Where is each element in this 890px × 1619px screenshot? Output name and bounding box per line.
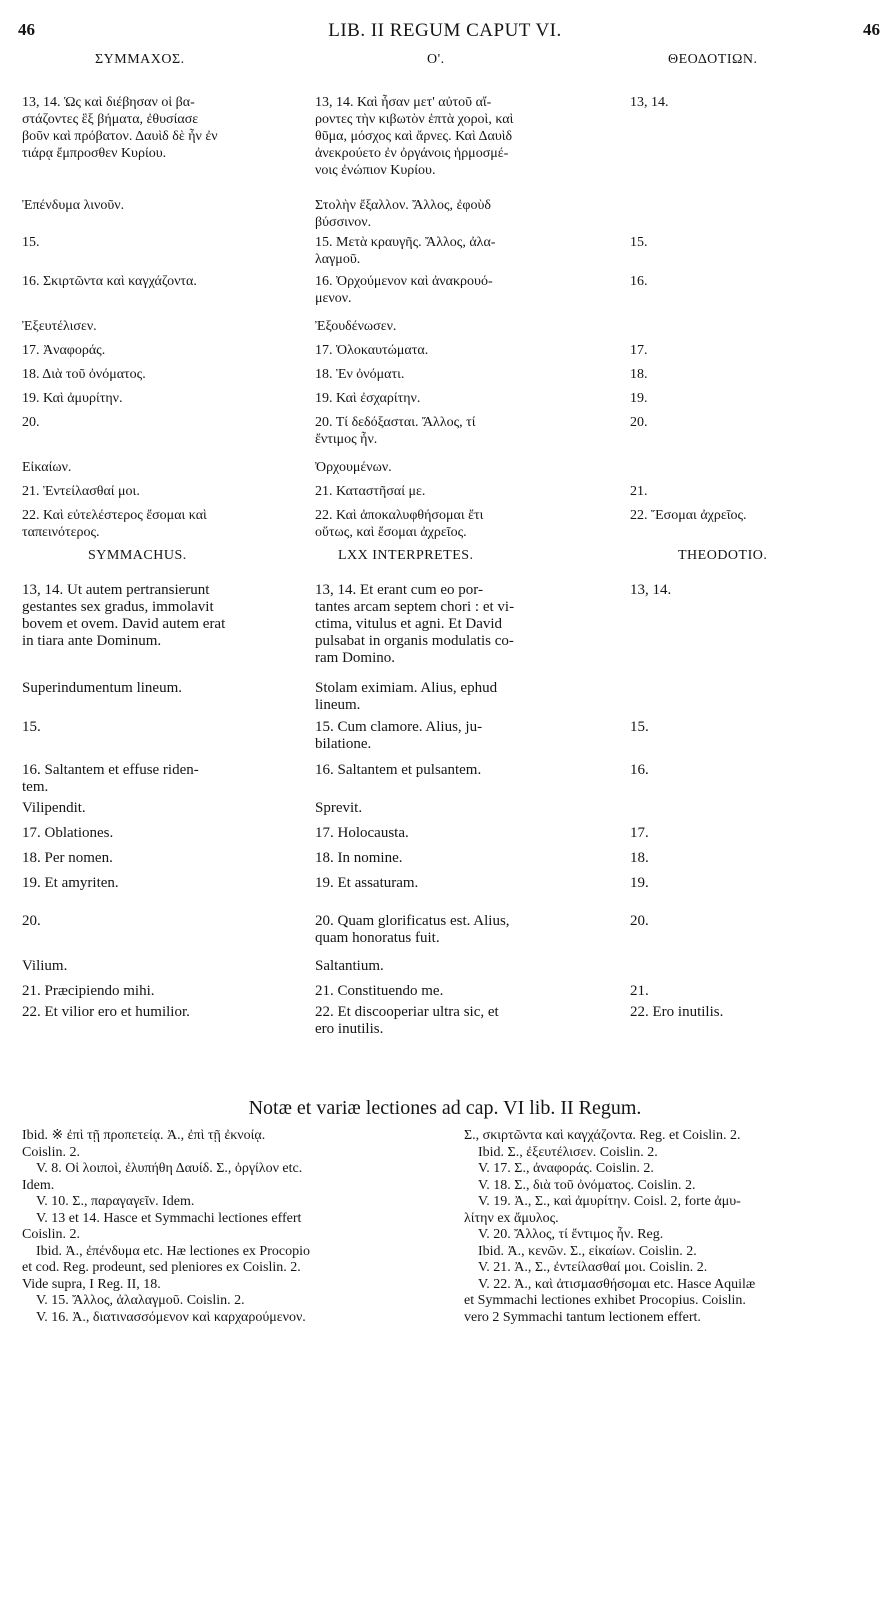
greek-verse-cell [630,234,880,251]
verse-text-line: 15. [22,235,40,250]
verse-text-line: Stolam eximiam. Alius, ephud [315,680,498,696]
notes-title: Notæ et variæ lectiones ad cap. VI lib. II Regum. [248,1097,642,1119]
note-line: V. 13 et 14. Hasce et Symmachi lectiones effert [36,1210,302,1226]
verse-text-line: 16. [630,762,649,778]
latin-verse-cell [315,582,600,667]
greek-verse-cell [630,366,880,383]
latin-verse-cell [630,762,880,779]
verse-text-line: 21. [630,484,648,499]
verse-text-line: 16. Saltantem et effuse riden- [22,762,199,778]
note-line: V. 16. Ἀ., διατινασσόμενον καὶ καρχαρούμενον. [36,1309,306,1325]
greek-verse-cell [630,483,880,500]
greek-verse-cell [315,459,600,476]
latin-verse-cell [22,875,297,892]
verse-text-line: 18. Ἐν ὀνόματι. [315,367,405,382]
verse-text-line: quam honoratus fuit. [315,930,440,946]
note-line: V. 17. Σ., ἀναφοράς. Coislin. 2. [478,1161,654,1176]
latin-verse-cell [630,582,880,599]
note-line: V. 8. Οἱ λοιποὶ, ἐλυπήθη Δαυίδ. Σ., ὀργίλον etc. [36,1161,303,1176]
note-line: Coislin. 2. [22,1144,80,1160]
verse-text-line: βύσσινον. [315,215,372,230]
verse-text-line: 22. Καὶ εὐτελέστερος ἔσομαι καὶ [22,508,207,523]
greek-verse-cell [22,197,297,214]
verse-text-line: 13, 14. [630,582,672,598]
latin-verse-cell [315,680,600,714]
verse-text-line: 22. Et vilior ero et humilior. [22,1004,190,1020]
verse-text-line: 18. Per nomen. [22,850,113,866]
verse-text-line: λαγμοῦ. [315,252,361,267]
verse-text-line: ram Domino. [315,650,395,666]
greek-verse-cell [315,507,600,541]
verse-text-line: 22. Et discooperiar ultra sic, et [315,1004,499,1020]
latin-verse-cell [22,719,297,736]
latin-verse-cell [315,983,600,1000]
greek-verse-cell [22,342,297,359]
greek-verse-cell [315,273,600,307]
greek-verse-cell [315,234,600,268]
verse-text-line: 17. Holocausta. [315,825,409,841]
verse-text-line: Superindumentum lineum. [22,680,182,696]
verse-text-line: Εἰκαίων. [22,460,72,475]
verse-text-line: στάζοντες ἓξ βήματα, ἐθυσίασε [22,112,199,127]
verse-text-line: 22. Ero inutilis. [630,1004,724,1020]
latin-verse-cell [630,875,880,892]
verse-text-line: 17. [630,825,649,841]
greek-verse-cell [315,366,600,383]
verse-text-line: 15. Cum clamore. Alius, ju- [315,719,483,735]
latin-verse-cell [630,719,880,736]
greek-verse-cell [630,342,880,359]
verse-text-line: 16. [630,274,648,289]
verse-text-line: 21. Constituendo me. [315,983,444,999]
latin-verse-cell [22,958,297,975]
verse-text-line: Saltantium. [315,958,384,974]
note-line: et cod. Reg. prodeunt, sed pleniores ex Coislin. 2. [22,1260,301,1275]
latin-verse-cell [22,680,297,697]
verse-text-line: 13, 14. Et erant cum eo por- [315,582,483,598]
note-line: V. 15. Ἄλλος, ἀλαλαγμοῦ. Coislin. 2. [36,1293,245,1308]
verse-text-line: 21. [630,983,649,999]
verse-text-line: 20. [22,913,41,929]
note-line: V. 21. Ἀ., Σ., ἐντείλασθαί μοι. Coislin. 2. [478,1260,708,1275]
verse-text-line: 20. [630,913,649,929]
verse-text-line: 18. In nomine. [315,850,403,866]
greek-verse-cell [315,414,600,448]
greek-verse-cell [315,390,600,407]
note-line: V. 19. Ἀ., Σ., καὶ ἀμυρίτην. Coisl. 2, forte ἀμυ- [478,1194,741,1209]
latin-column-heading: SYMMACHUS. [88,548,187,563]
greek-verse-cell [22,273,297,290]
verse-text-line: 20. [22,415,40,430]
verse-text-line: 15. [22,719,41,735]
note-line: V. 10. Σ., παραγαγεῖν. Idem. [36,1194,195,1209]
verse-text-line: Ἐξουδένωσεν. [315,319,397,334]
verse-text-line: 21. Præcipiendo mihi. [22,983,155,999]
latin-column-heading: THEODOTIO. [678,548,768,563]
verse-text-line: οὕτως, καὶ ἔσομαι ἀχρεῖος. [315,525,467,540]
latin-verse-cell [22,1004,297,1021]
verse-text-line: 18. Διὰ τοῦ ὀνόματος. [22,367,146,382]
verse-text-line: 20. Quam glorificatus est. Alius, [315,913,510,929]
latin-verse-cell [22,913,297,930]
verse-text-line: 17. [630,343,648,358]
greek-verse-cell [22,234,297,251]
verse-text-line: Ὀρχουμένων. [315,460,392,475]
greek-column-heading: Ο'. [427,52,445,67]
note-line: λίτην ex ἄμυλος. [464,1210,559,1226]
verse-text-line: 19. Καὶ ἐσχαρίτην. [315,391,421,406]
verse-text-line: 18. [630,367,648,382]
verse-text-line: lineum. [315,697,361,713]
note-line: Ibid. ※ ἐπὶ τῇ προπετείᾳ. Ἀ., ἐπὶ τῇ ἐκνοίᾳ. [22,1128,266,1143]
verse-text-line: 16. Σκιρτῶντα καὶ καγχάζοντα. [22,274,197,289]
latin-verse-cell [315,875,600,892]
verse-text-line: 19. [630,875,649,891]
greek-verse-cell [315,342,600,359]
verse-text-line: 13, 14. Ut autem pertransierunt [22,582,210,598]
latin-verse-cell [315,825,600,842]
greek-verse-cell [22,366,297,383]
page-number-left: 46 [18,20,35,39]
verse-text-line: 19. Et amyriten. [22,875,119,891]
latin-verse-cell [315,850,600,867]
verse-text-line: ροντες τὴν κιβωτὸν ἑπτὰ χοροὶ, καὶ [315,112,514,127]
greek-verse-cell [22,483,297,500]
verse-text-line: 21. Καταστῆσαί με. [315,484,426,499]
running-title: LIB. II REGUM CAPUT VI. [328,20,562,41]
greek-verse-cell [22,507,297,541]
latin-verse-cell [315,958,600,975]
note-line: Ibid. Σ., ἐξευτέλισεν. Coislin. 2. [478,1144,658,1160]
greek-verse-cell [630,273,880,290]
latin-verse-cell [630,913,880,930]
verse-text-line: gestantes sex gradus, immolavit [22,599,214,615]
verse-text-line: 20. Τί δεδόξασται. Ἄλλος, τί [315,415,476,430]
greek-verse-cell [315,94,600,179]
note-line: V. 20. Ἄλλος, τί ἔντιμος ἦν. Reg. [478,1227,664,1242]
verse-text-line: Ἐξευτέλισεν. [22,319,97,334]
note-line: V. 22. Ἀ., καὶ ἀτισμασθήσομαι etc. Hasce Aquilæ [478,1276,756,1292]
greek-verse-cell [22,390,297,407]
latin-verse-cell [22,762,297,796]
verse-text-line: bilatione. [315,736,372,752]
greek-verse-cell [22,318,297,335]
verse-text-line: ἔντιμος ἦν. [315,432,378,447]
greek-verse-cell [630,414,880,431]
verse-text-line: μενον. [315,291,352,306]
verse-text-line: Vilium. [22,958,68,974]
greek-column-heading: ΘΕΟΔΟΤΙΩΝ. [668,52,758,67]
verse-text-line: 13, 14. Ὡς καὶ διέβησαν οἱ βα- [22,95,195,110]
latin-verse-cell [630,1004,880,1021]
verse-text-line: ero inutilis. [315,1021,384,1037]
verse-text-line: νοις ἐνώπιον Κυρίου. [315,163,436,178]
verse-text-line: Στολὴν ἔξαλλον. Ἄλλος, ἐφοὺδ [315,198,491,213]
note-line: Idem. [22,1177,55,1193]
verse-text-line: 15. [630,235,648,250]
verse-text-line: tem. [22,779,49,795]
latin-verse-cell [315,800,600,817]
verse-text-line: 17. Ὁλοκαυτώματα. [315,343,429,358]
verse-text-line: τιάρᾳ ἔμπροσθεν Κυρίου. [22,146,167,161]
verse-text-line: Sprevit. [315,800,363,816]
verse-text-line: 19. Καὶ ἀμυρίτην. [22,391,123,406]
latin-column-heading: LXX INTERPRETES. [338,548,474,563]
note-line: Coislin. 2. [22,1227,80,1242]
verse-text-line: 17. Oblationes. [22,825,114,841]
verse-text-line: 19. Et assaturam. [315,875,419,891]
latin-verse-cell [315,762,600,779]
latin-verse-cell [22,850,297,867]
greek-verse-cell [630,94,880,111]
greek-verse-cell [315,197,600,231]
verse-text-line: Vilipendit. [22,800,86,816]
latin-verse-cell [630,983,880,1000]
note-line: Ibid. Ἀ., κενῶν. Σ., εἰκαίων. Coislin. 2. [478,1243,697,1259]
note-line: Vide supra, I Reg. II, 18. [22,1276,161,1292]
verse-text-line: 15. [630,719,649,735]
verse-text-line: ταπεινότερος. [22,525,100,540]
verse-text-line: 20. [630,415,648,430]
verse-text-line: bovem et ovem. David autem erat [22,616,226,632]
latin-verse-cell [22,800,297,817]
verse-text-line: 18. [630,850,649,866]
latin-verse-cell [630,850,880,867]
verse-text-line: θῦμα, μόσχος καὶ ἄρνες. Καὶ Δαυὶδ [315,129,513,144]
verse-text-line: 19. [630,391,648,406]
page-number-right: 46 [863,20,880,39]
verse-text-line: 15. Μετὰ κραυγῆς. Ἄλλος, ἀλα- [315,235,496,250]
verse-text-line: tantes arcam septem chori : et vi- [315,599,515,615]
latin-verse-cell [315,1004,600,1038]
verse-text-line: ἀνεκρούετο ἐν ὀργάνοις ἡρμοσμέ- [315,146,509,161]
note-line: Ibid. Ἀ., ἐπένδυμα etc. Hæ lectiones ex Procopio [36,1243,310,1259]
greek-verse-cell [22,94,297,162]
note-line: Σ., σκιρτῶντα καὶ καγχάζοντα. Reg. et Coislin. 2. [464,1128,741,1143]
note-line: V. 18. Σ., διὰ τοῦ ὀνόματος. Coislin. 2. [478,1177,696,1193]
note-line: vero 2 Symmachi tantum lectionem effert. [464,1309,701,1325]
greek-verse-cell [315,483,600,500]
latin-verse-cell [630,825,880,842]
verse-text-line: 21. Ἐντείλασθαί μοι. [22,484,140,499]
greek-verse-cell [22,459,297,476]
verse-text-line: ctima, vitulus et agni. Et David [315,616,503,632]
verse-text-line: 16. Ὀρχούμενον καὶ ἀνακρουό- [315,274,493,289]
verse-text-line: pulsabat in organis modulatis co- [315,633,514,649]
verse-text-line: 16. Saltantem et pulsantem. [315,762,482,778]
verse-text-line: 22. Καὶ ἀποκαλυφθήσομαι ἔτι [315,508,484,523]
latin-verse-cell [315,913,600,947]
verse-text-line: βοῦν καὶ πρόβατον. Δαυὶδ δὲ ἦν ἐν [22,129,218,144]
latin-verse-cell [22,983,297,1000]
greek-verse-cell [22,414,297,431]
greek-column-heading: ΣΥΜΜΑΧΟΣ. [95,52,185,67]
latin-verse-cell [22,825,297,842]
verse-text-line: 13, 14. Καὶ ἦσαν μετ' αὐτοῦ αἴ- [315,95,492,110]
verse-text-line: 22. Ἔσομαι ἀχρεῖος. [630,508,747,523]
latin-verse-cell [315,719,600,753]
verse-text-line: in tiara ante Dominum. [22,633,162,649]
latin-verse-cell [22,582,297,650]
greek-verse-cell [630,390,880,407]
verse-text-line: 17. Ἀναφοράς. [22,343,106,358]
greek-verse-cell [630,507,880,524]
note-line: et Symmachi lectiones exhibet Procopius. Coislin. [464,1293,746,1308]
verse-text-line: Ἐπένδυμα λινοῦν. [22,198,125,213]
verse-text-line: 13, 14. [630,95,669,110]
greek-verse-cell [315,318,600,335]
